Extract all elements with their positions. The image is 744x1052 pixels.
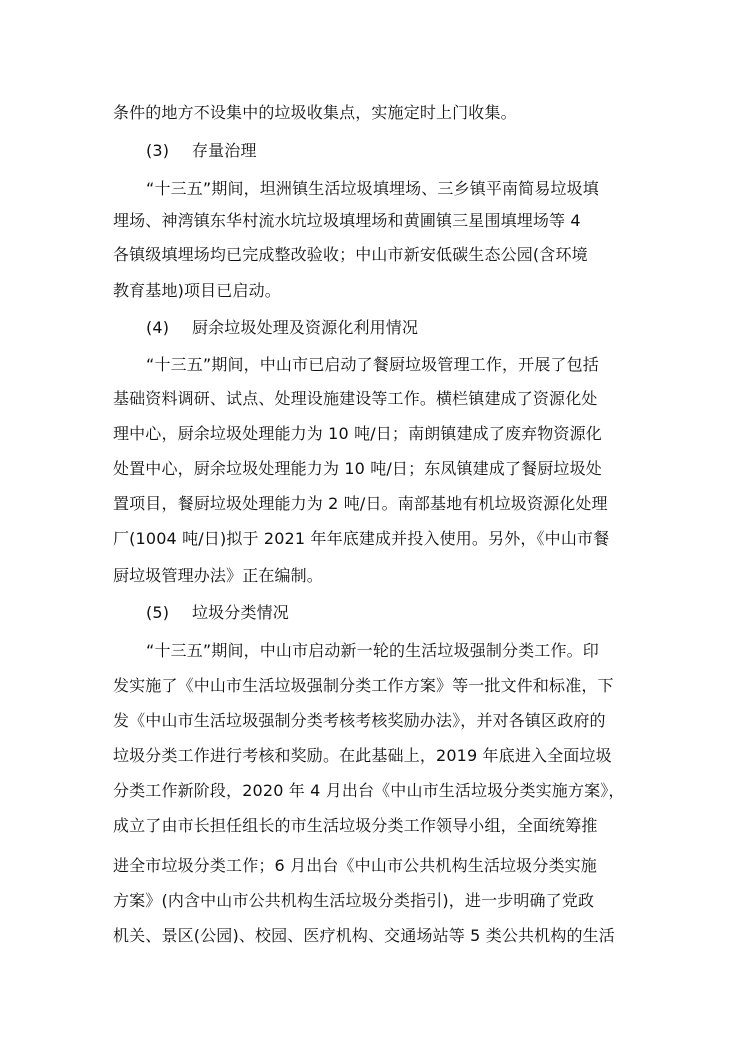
text-line: 埋场、神湾镇东华村流水坑垃圾填埋场和黄圃镇三星围填埋场等 4: [113, 211, 581, 230]
text-line: 发实施了《中山市生活垃圾强制分类工作方案》等一批文件和标准，下: [113, 676, 614, 695]
section-heading-4: [146, 318, 666, 338]
text-line: 发《中山市生活垃圾强制分类考核考核奖励办法》，并对各镇区政府的: [113, 711, 606, 730]
text-line: 各镇级填埋场均已完成整改验收；中山市新安低碳生态公园(含环境: [113, 245, 588, 264]
section-number: (4): [146, 318, 170, 337]
section-heading-3: [146, 141, 666, 161]
section-number: (5): [146, 603, 170, 622]
paragraph-first-line: “十三五”期间，坦洲镇生活垃圾填埋场、三乡镇平南简易垃圾填: [146, 179, 599, 198]
text-line: 基础资料调研、试点、处理设施建设等工作。横栏镇建成了资源化处: [113, 389, 598, 408]
text-line: 置项目，餐厨垃圾处理能力为 2 吨/日。南部基地有机垃圾资源化处理: [113, 494, 608, 513]
paragraph-first-line: “十三五”期间，中山市启动新一轮的生活垃圾强制分类工作。印: [146, 641, 599, 660]
section-number: (3): [146, 141, 170, 160]
text-line: 厨垃圾管理办法》正在编制。: [113, 566, 323, 585]
text-line: 方案》(内含中山市公共机构生活垃圾分类指引)，进一步明确了党政: [113, 891, 595, 910]
text-line: 进全市垃圾分类工作；6 月出台《中山市公共机构生活垃圾分类实施: [113, 856, 597, 875]
text-line: 机关、景区(公园)、校园、医疗机构、交通场站等 5 类公共机构的生活: [113, 926, 615, 945]
text-line: 处置中心，厨余垃圾处理能力为 10 吨/日；东凤镇建成了餐厨垃圾处: [113, 459, 602, 478]
section-heading-5: [146, 603, 666, 623]
paragraph-first-line: “十三五”期间，中山市已启动了餐厨垃圾管理工作，开展了包括: [146, 355, 599, 374]
section-title: 存量治理: [192, 141, 257, 160]
text-line: 成立了由市长担任组长的市生活垃圾分类工作领导小组，全面统筹推: [113, 816, 598, 835]
text-line: 厂(1004 吨/日)拟于 2021 年年底建成并投入使用。另外，《中山市餐: [113, 529, 610, 548]
text-line: 教育基地)项目已启动。: [113, 281, 281, 300]
text-line: 垃圾分类工作进行考核和奖励。在此基础上，2019 年底进入全面垃圾: [113, 746, 612, 765]
text-line: 条件的地方不设集中的垃圾收集点，实施定时上门收集。: [113, 103, 517, 122]
text-line: 分类工作新阶段，2020 年 4 月出台《中山市生活垃圾分类实施方案》，: [113, 781, 625, 800]
section-title: 厨余垃圾处理及资源化利用情况: [192, 318, 419, 337]
section-title: 垃圾分类情况: [192, 603, 289, 622]
text-line: 理中心，厨余垃圾处理能力为 10 吨/日；南朗镇建成了废弃物资源化: [113, 424, 602, 443]
